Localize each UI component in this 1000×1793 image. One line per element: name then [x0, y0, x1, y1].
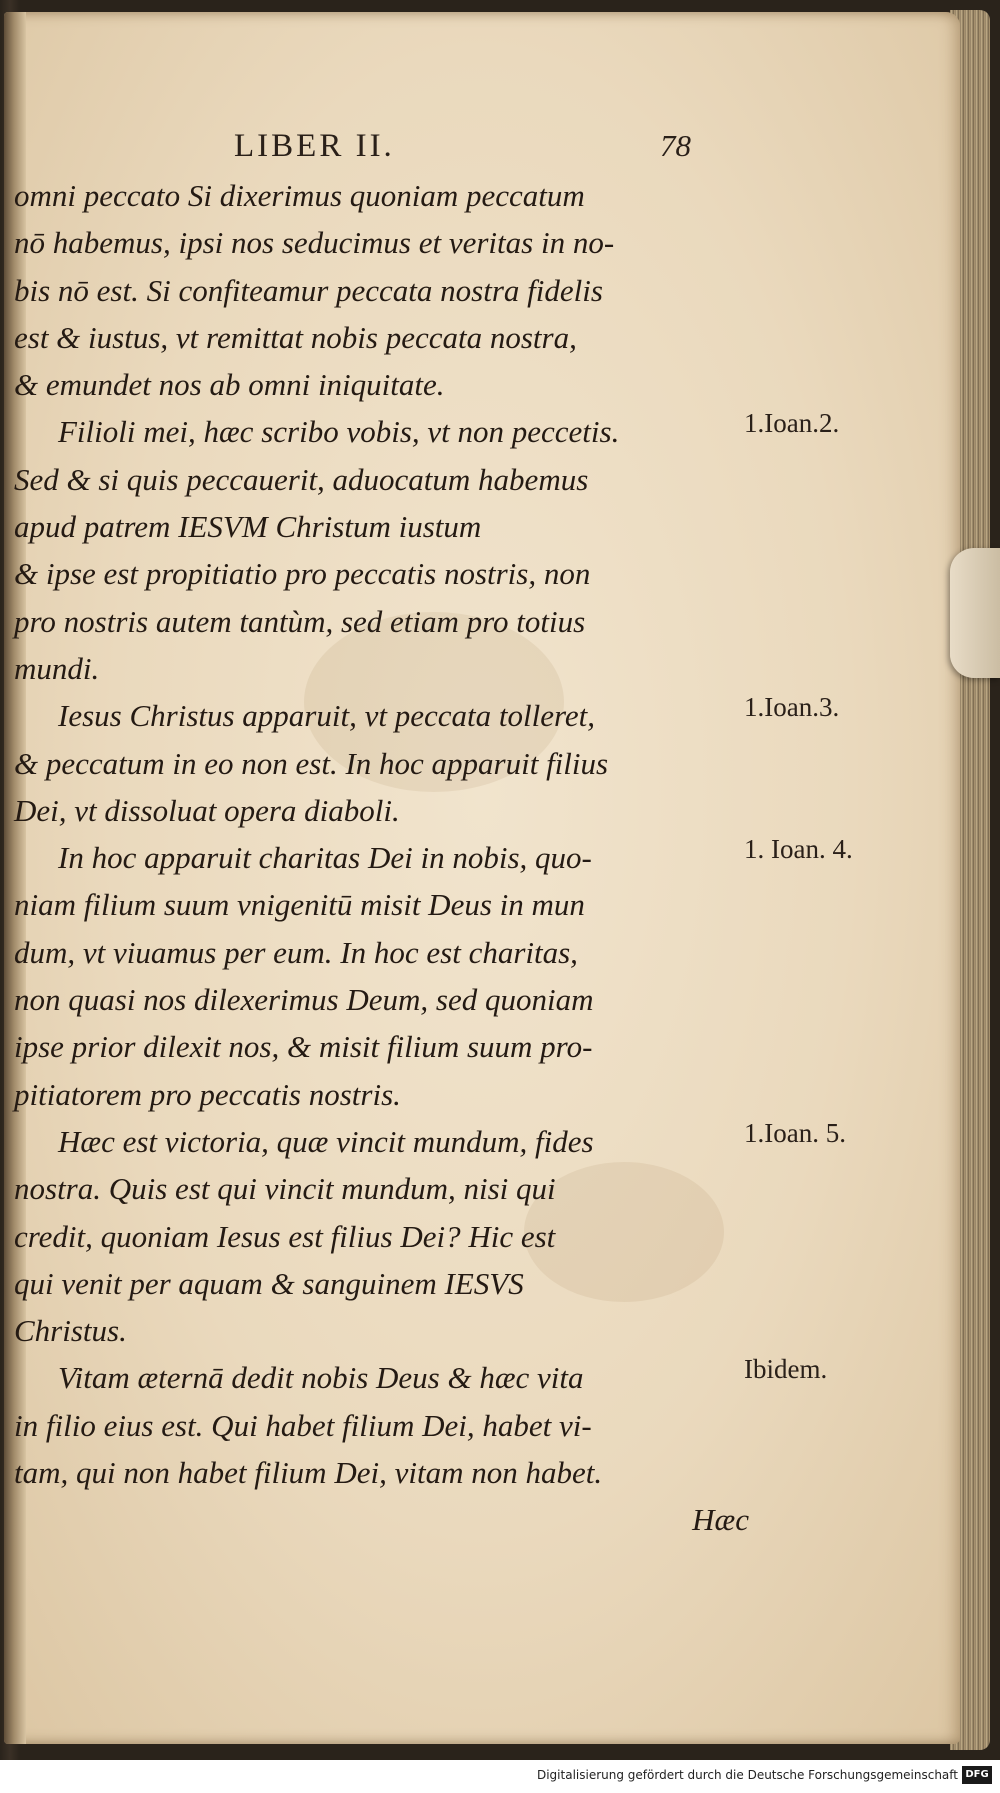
page-clip [950, 548, 1000, 678]
text-line: dum, vt viuamus per eum. In hoc est charitas, [14, 934, 578, 970]
margin-reference: 1.Ioan.2. [744, 408, 840, 438]
page-number: 78 [660, 128, 691, 163]
book-page [4, 12, 960, 1744]
text-line: pro nostris autem tantùm, sed etiam pro totius [14, 603, 586, 639]
text-line: nostra. Quis est qui vincit mundum, nisi qui [14, 1171, 556, 1207]
funding-credit: Digitalisierung gefördert durch die Deutsche Forschungsgemeinschaft [536, 1768, 958, 1782]
text-line: ipse prior dilexit nos, & misit filium suum pro- [14, 1029, 593, 1065]
text-line: Sed & si quis peccauerit, aduocatum habemus [14, 461, 589, 497]
text-line: est & iustus, vt remittat nobis peccata nostra, [14, 319, 577, 355]
margin-reference: 1.Ioan.3. [744, 692, 840, 722]
margin-reference: 1.Ioan. 5. [744, 1118, 846, 1148]
text-line: Vitam æternā dedit nobis Deus & hæc vita [58, 1360, 584, 1396]
running-title: LIBER II. [234, 128, 395, 164]
dfg-logo-icon: DFG [962, 1766, 992, 1784]
text-line: Hæc est victoria, quæ vincit mundum, fides [58, 1123, 594, 1159]
text-line: apud patrem IESVM Christum iustum [14, 509, 482, 545]
text-line: niam filium suum vnigenitū misit Deus in mun [14, 887, 585, 923]
text-line: & ipse est propitiatio pro peccatis nostris, non [14, 556, 591, 592]
text-line: bis nō est. Si confiteamur peccata nostra fidelis [14, 272, 603, 308]
text-line: Dei, vt dissoluat opera diaboli. [14, 792, 400, 828]
text-line: Christus. [14, 1313, 127, 1349]
text-line: Iesus Christus apparuit, vt peccata tolleret, [58, 698, 595, 734]
text-line: non quasi nos dilexerimus Deum, sed quoniam [14, 982, 594, 1018]
text-line: pitiatorem pro peccatis nostris. [14, 1076, 401, 1112]
text-line: mundi. [14, 650, 100, 686]
catchword: Hæc [692, 1502, 749, 1538]
text-line: Filioli mei, hæc scribo vobis, vt non peccetis. [58, 414, 620, 450]
text-line: nō habemus, ipsi nos seducimus et veritas in no- [14, 225, 615, 261]
margin-reference: 1. Ioan. 4. [744, 834, 853, 864]
footer-strip [0, 1760, 1000, 1793]
text-line: & emundet nos ab omni iniquitate. [14, 367, 445, 403]
text-line: credit, quoniam Iesus est filius Dei? Hic est [14, 1218, 556, 1254]
running-head [4, 128, 960, 168]
body-text [14, 172, 749, 1544]
text-line: omni peccato Si dixerimus quoniam peccatum [14, 178, 585, 213]
text-line: tam, qui non habet filium Dei, vitam non habet. [14, 1455, 603, 1491]
text-line: In hoc apparuit charitas Dei in nobis, quo- [58, 840, 592, 876]
margin-reference: Ibidem. [744, 1354, 828, 1384]
text-line: & peccatum in eo non est. In hoc apparuit filius [14, 745, 609, 781]
text-line: in filio eius est. Qui habet filium Dei, habet vi- [14, 1407, 592, 1443]
text-line: qui venit per aquam & sanguinem IESVS [14, 1265, 524, 1301]
